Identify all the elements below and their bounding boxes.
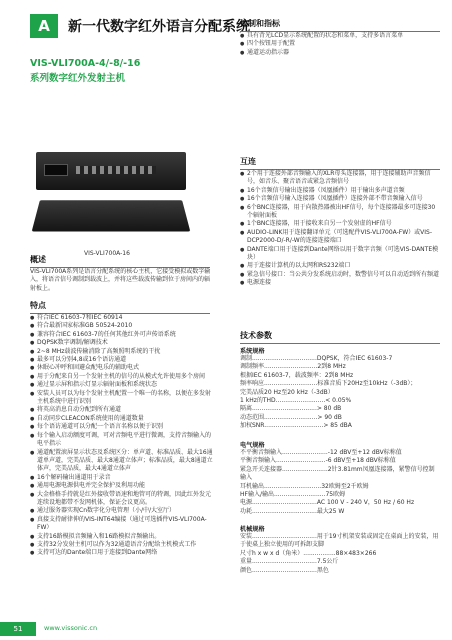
overview-text: VIS-VLI700A系列是语言分配系统的核心主机，它接受模拟或数字输入，将语音信号调制到载波上，并将这些载波传输到位于房间内的辐射板上。 — [30, 268, 211, 292]
spec-line: 根据IEC 61603-7，载波频率：2到8 MHz — [240, 371, 354, 379]
interconnect-item: ● 16个音频信号输入连接器（凤凰插件）连接外部不带音频输入信号 — [240, 195, 440, 203]
feature-item: ● 安装人员可以为每个发射主机配置一个唯一的名称，以便在多发射主机系统中进行识别 — [30, 390, 214, 407]
interconnect-item: ● 6个BNC连接器，用于向散热器被出HF信号，每个连接器最多可连接30个辐射面板 — [240, 204, 440, 221]
spec-group-mechanical: 机械规格 — [240, 526, 265, 533]
feature-item: ● 支持16路模拟音频输入和16路模拟音频输出。 — [30, 533, 214, 541]
feature-item: ● 最多可以分别4,8或16个语访通道 — [30, 356, 214, 364]
rack-unit-top-image — [32, 200, 191, 231]
spec-line: 平衡音频输入..........................-6 dBV至+18 dBV标称值 — [240, 457, 396, 465]
feature-item: ● 通道配置滚屏显示状态及系统区分：单声道、标准品质、最大16通道单声道，完美品质、最大8通道立体声；标准品质，最大8通道立体声，完美品质，最大4通道立体声 — [30, 449, 214, 474]
spec-line: 频率响应............................标准音质下20Hz至10kHz（-3dB）； — [240, 380, 417, 388]
control-item: ● 四个按钮用于配置 — [240, 40, 440, 48]
features-heading: 特点 — [30, 300, 210, 314]
spec-line: 尺寸h x w x d（角米）.................88×483×266 — [240, 549, 377, 557]
features-list — [30, 314, 214, 558]
feature-item: ● 大金格格手持就是红外接收带语速和地管可的特调，因此红外发元连续设地都带不发网机体，保证会议更高。 — [30, 491, 214, 508]
feature-item: ● DQPSK数字调制/解调技术 — [30, 339, 214, 347]
spec-line: 1 kHz的THD..........................< 0.05% — [240, 397, 352, 405]
spec-line: 调制频率............................2到8 MHz — [240, 363, 346, 371]
feature-item: ● 每个语访通道可以分配一个语言名称以便于识别 — [30, 423, 214, 431]
spec-line: 隔离..................................> 80 dB — [240, 405, 342, 413]
feature-item: ● 真接支持耐律伸的VIS-INT64编接（通过可选插件VIS-VLI700A-FW） — [30, 516, 214, 533]
feature-item: ● 休眠心冲呼和固避众配电乐的辅助电式 — [30, 364, 214, 372]
feature-item: ● 支持32分发射主机可以作为32通道语音分配给主机模式工作 — [30, 541, 214, 549]
spec-line: 加权SNR...............................> 85 dBA — [240, 422, 352, 430]
rack-unit-image — [36, 152, 186, 190]
spec-list-mechanical — [240, 533, 440, 575]
feature-item: ● 16个解码输出通道用于录音 — [30, 474, 214, 482]
product-model: VIS-VLI700A-4/-8/-16 — [30, 58, 141, 69]
feature-item: ● 通过服务器实现Cn数字化分电管理（小/中/大室厅） — [30, 507, 214, 515]
control-item: ● 具有背光LCD显示系统配置的状态和菜单，支持多语言菜单 — [240, 32, 440, 40]
spec-line: 功耗..................................最大25 W — [240, 507, 345, 515]
control-heading: 控制和指标 — [240, 18, 440, 32]
spec-line: 调制..................................DQPSK，符合IEC 61603-7 — [240, 355, 393, 362]
spec-line: 动态范围............................> 90 dB — [240, 413, 342, 421]
feature-item: ● 通用电源电源供电并完全保护及利用功能 — [30, 482, 214, 490]
feature-item: ● 2~8 MHz载波传输消除了高频照明系统的干扰 — [30, 348, 214, 356]
interconnect-list — [240, 170, 440, 288]
website-link[interactable]: www.vissonic.cn — [44, 624, 98, 632]
feature-item: ● 兼容符合IEC 61603-7的任何其他红外可声传语系统 — [30, 331, 214, 339]
feature-item: ● 将英高消息自动分配到所有通道 — [30, 406, 214, 414]
spec-line: 颜色..................................黑色 — [240, 566, 329, 574]
page-footer — [0, 618, 452, 640]
spec-group-system: 系统规格 — [240, 348, 265, 355]
feature-item: ● 用于分配来自另一个发射主机的信号的从模式允许使用多个房间 — [30, 373, 214, 381]
product-subtitle: 系列数字红外发射主机 — [30, 73, 126, 84]
feature-item: ● 支持可达的Dante端口用于连接到Dante网络 — [30, 549, 214, 557]
spec-line: 电源..................................AC 100 V - 240 V，50 Hz / 60 Hz — [240, 499, 415, 507]
front-controls — [76, 166, 156, 174]
product-image — [36, 152, 186, 242]
specs-heading: 技术参数 — [240, 330, 440, 344]
control-item: ● 通道运动指示器 — [240, 49, 440, 57]
feature-item: ● 符合最新国家标准GB 50524-2010 — [30, 322, 214, 330]
overview-heading: 概述 — [30, 254, 210, 268]
control-list — [240, 32, 440, 57]
interconnect-item: ● AUDIO-LINK用于连接翻译单元（可选配件VIS-VLI700A-FW）或VIS-DCP2000-D/-R/-W的连接连接端口 — [240, 229, 440, 246]
page-number: 51 — [0, 622, 36, 636]
section-badge: A — [30, 14, 58, 38]
image-caption: VIS-VLI700A-16 — [84, 250, 130, 257]
interconnect-item: ● 电源连接 — [240, 279, 440, 287]
spec-list-electrical — [240, 449, 440, 516]
display-panel — [44, 164, 68, 176]
interconnect-item: ● 1个BNC连接器，用于接收来自另一个发射虚的HF信号 — [240, 220, 440, 228]
spec-list-system — [240, 355, 440, 431]
spec-line: 重量..................................7.5公斤 — [240, 558, 339, 566]
feature-item: ● 通过显示屏和指示灯显示辐射面板和系统状态 — [30, 381, 214, 389]
spec-line: 不平衡音频输入........................-12 dBV至+12 dBV标称值 — [240, 449, 402, 456]
interconnect-heading: 互连 — [240, 156, 440, 170]
interconnect-item: ● 用于连接计算机的以太网和RS232端口 — [240, 262, 440, 270]
page-title: 新一代数字红外语言分配系统 — [68, 19, 250, 35]
feature-item: ● 自动同步CLEACON系统使用的通道数量 — [30, 415, 214, 423]
feature-item: ● 符合IEC 61603-7和IEC 60914 — [30, 314, 214, 322]
interconnect-item: ● DANTE端口用于连接到Dante网络以用于数字音频（可选VIS-DANTE模块） — [240, 246, 440, 263]
spec-line: 紧急开关连接器........................2针3.81mm凤凰连接器，紧警信号控制输入 — [240, 465, 435, 482]
spec-line: 完美品质20 Hz至20 kHz（-3dB） — [240, 388, 334, 396]
spec-line: 耳机输出..............................32欧姆至2千欧姆 — [240, 482, 369, 490]
spec-group-electrical: 电气规格 — [240, 442, 265, 449]
spec-line: 安装..................................用于19寸机架安装或固定在桌面上的安装，用于使桌上独立使用的可拆卸支脚 — [240, 533, 439, 549]
feature-item: ● 每个输入启动额度可调，可对音频电平进行微调，支持音频输入的电平指示 — [30, 432, 214, 449]
interconnect-item: ● 16个音频信号输出连接器（凤凰插件）用于输出多声道音频 — [240, 187, 440, 195]
spec-line: HF输入/输出...........................75欧姆 — [240, 491, 346, 499]
interconnect-item: ● 2个用于连接外部音频输入的XLR母头连接器，用于连接辅助声音频信号，如音乐、聚音语音或紧急音频信号 — [240, 170, 440, 187]
interconnect-item: ● 紧急信号接口：当公共分发系统启动时，数警信号可以自动适到所有频道 — [240, 271, 440, 279]
